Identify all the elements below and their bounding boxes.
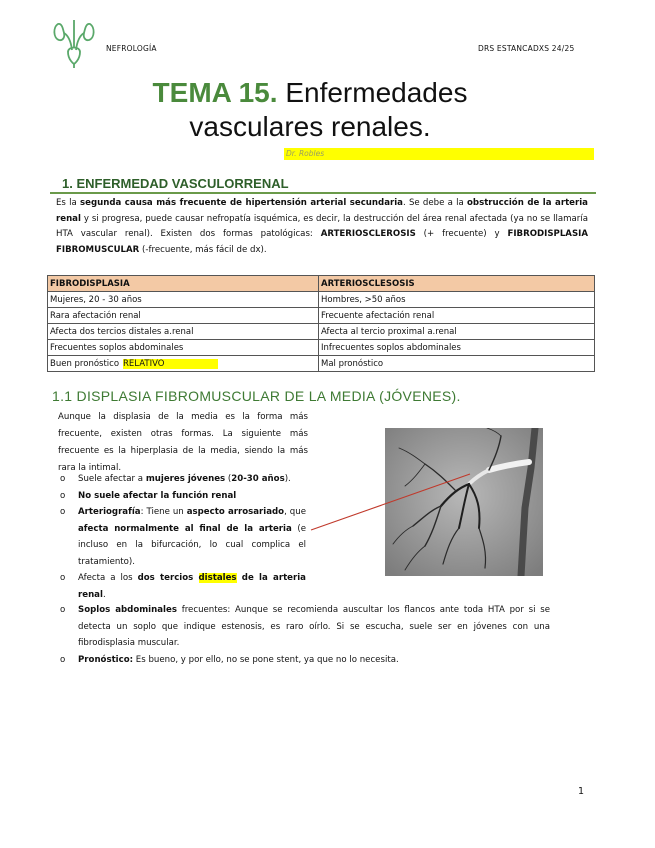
text-run: ( xyxy=(225,474,232,484)
bullet-list xyxy=(58,471,306,603)
subsection-intro: Aunque la displasia de la media es la forma más frecuente, existen otras formas. La siguiente más frecuente es la hiperplasia de la media, siendo la más rara la intimal. xyxy=(58,412,308,473)
text-run: Es bueno xyxy=(133,654,176,665)
author-label: Dr. Robles xyxy=(284,148,594,160)
page-title xyxy=(0,76,620,144)
section-divider xyxy=(50,192,596,194)
title-prefix: TEMA 15. xyxy=(152,77,278,108)
table-cell: Hombres, >50 años xyxy=(319,292,595,308)
header-course: DRS ESTANCADXS 24/25 xyxy=(478,44,575,53)
table-row xyxy=(48,340,595,356)
list-item xyxy=(58,504,306,570)
text-run: ARTERIOSCLEROSIS xyxy=(320,229,416,239)
section-paragraph xyxy=(56,196,588,258)
text-run: (e incluso en la bifurcación, lo cual complica el tratamiento). xyxy=(78,523,307,567)
table-row xyxy=(48,308,595,324)
table-row xyxy=(48,356,595,372)
text-run: Afecta a los xyxy=(78,573,138,583)
table-cell: Rara afectación renal xyxy=(48,308,319,324)
table-row xyxy=(48,292,595,308)
bullet-icon: o xyxy=(60,654,66,665)
header-subject: NEFROLOGÍA xyxy=(106,44,157,53)
comparison-table xyxy=(47,275,595,372)
section-heading: 1. ENFERMEDAD VASCULORRENAL xyxy=(62,176,289,191)
text-run: dos tercios xyxy=(137,573,199,583)
list-item xyxy=(58,488,306,505)
text-run: , y por ello, no se pone stent, ya que no lo necesita. xyxy=(175,654,399,665)
bullet-icon: o xyxy=(60,474,66,484)
text-run: aspecto arrosariado xyxy=(186,507,285,517)
text-run: . xyxy=(102,589,106,600)
title-line2: vasculares renales. xyxy=(189,111,431,142)
list-item xyxy=(58,570,306,603)
table-cell: Infrecuentes soplos abdominales xyxy=(319,340,595,356)
table-header-row xyxy=(48,276,595,292)
table-cell: Mal pronóstico xyxy=(319,356,595,372)
bullet-icon: o xyxy=(60,490,66,501)
list-item xyxy=(58,652,550,669)
kidney-logo-icon xyxy=(52,18,96,68)
text-run: . Se debe a la xyxy=(402,198,468,208)
text-run: No suele afectar la función renal xyxy=(78,490,237,501)
highlight-note: RELATIVO xyxy=(123,359,218,369)
table-cell: Frecuente afectación renal xyxy=(319,308,595,324)
table-header-cell: FIBRODISPLASIA xyxy=(48,276,319,292)
text-run: Suele afectar a xyxy=(78,474,146,484)
highlighted-text: distales xyxy=(198,573,237,583)
text-run: Es la xyxy=(56,198,81,208)
list-item xyxy=(58,602,550,652)
text-run: (+ frecuente) y xyxy=(415,229,508,239)
text-run: Soplos abdominales xyxy=(78,605,177,615)
title-line1: Enfermedades xyxy=(285,77,468,108)
table-cell-text: Buen pronóstico xyxy=(50,358,120,369)
bullet-icon: o xyxy=(60,605,66,615)
table-cell: Afecta al tercio proximal a.renal xyxy=(319,324,595,340)
text-run: frecuentes: Aunque se recomienda auscultar los flancos ante toda HTA por si se detecta un soplo que indique estenosis, es raro oírlo. Si se escucha, suele ser en jóvenes con una fibrodisplasia muscular. xyxy=(78,605,550,648)
table-header-cell: ARTERIOSCLESOSIS xyxy=(319,276,595,292)
table-cell: Frecuentes soplos abdominales xyxy=(48,340,319,356)
bullet-list xyxy=(58,602,550,668)
text-run: mujeres jóvenes xyxy=(145,474,226,484)
text-run: de la arteria renal xyxy=(78,573,306,600)
text-run: ). xyxy=(284,474,291,484)
bullet-icon: o xyxy=(60,507,66,517)
text-run: obstrucción de la arteria renal xyxy=(56,198,588,224)
text-run: : Tiene un xyxy=(140,507,187,517)
text-run: Arteriografía xyxy=(78,507,141,517)
text-run: segunda causa más frecuente de hipertensión arterial secundaria xyxy=(80,198,403,208)
list-item xyxy=(58,471,306,488)
bullet-icon: o xyxy=(60,573,66,583)
table-cell: Mujeres, 20 - 30 años xyxy=(48,292,319,308)
text-run: FIBRODISPLASIA FIBROMUSCULAR xyxy=(56,229,588,255)
text-run: (-frecuente, más fácil de dx). xyxy=(139,244,267,255)
table-row xyxy=(48,324,595,340)
table-cell: Afecta dos tercios distales a.renal xyxy=(48,324,319,340)
text-run: y si progresa, puede causar nefropatía isquémica, es decir, la destrucción del área renal afectada (ya no se llamaría HTA vascular renal). Existen dos formas patológicas: xyxy=(56,213,588,239)
text-run: Pronóstico: xyxy=(78,654,134,665)
renal-angiography-image xyxy=(385,428,543,576)
page-number: 1 xyxy=(578,786,585,797)
subsection-heading: 1.1 DISPLASIA FIBROMUSCULAR DE LA MEDIA (JÓVENES). xyxy=(52,388,461,404)
text-run: afecta normalmente al final de la arteria xyxy=(78,523,292,534)
text-run: , que xyxy=(284,507,306,517)
table-cell xyxy=(48,356,319,372)
text-run: 20-30 años xyxy=(231,474,285,484)
